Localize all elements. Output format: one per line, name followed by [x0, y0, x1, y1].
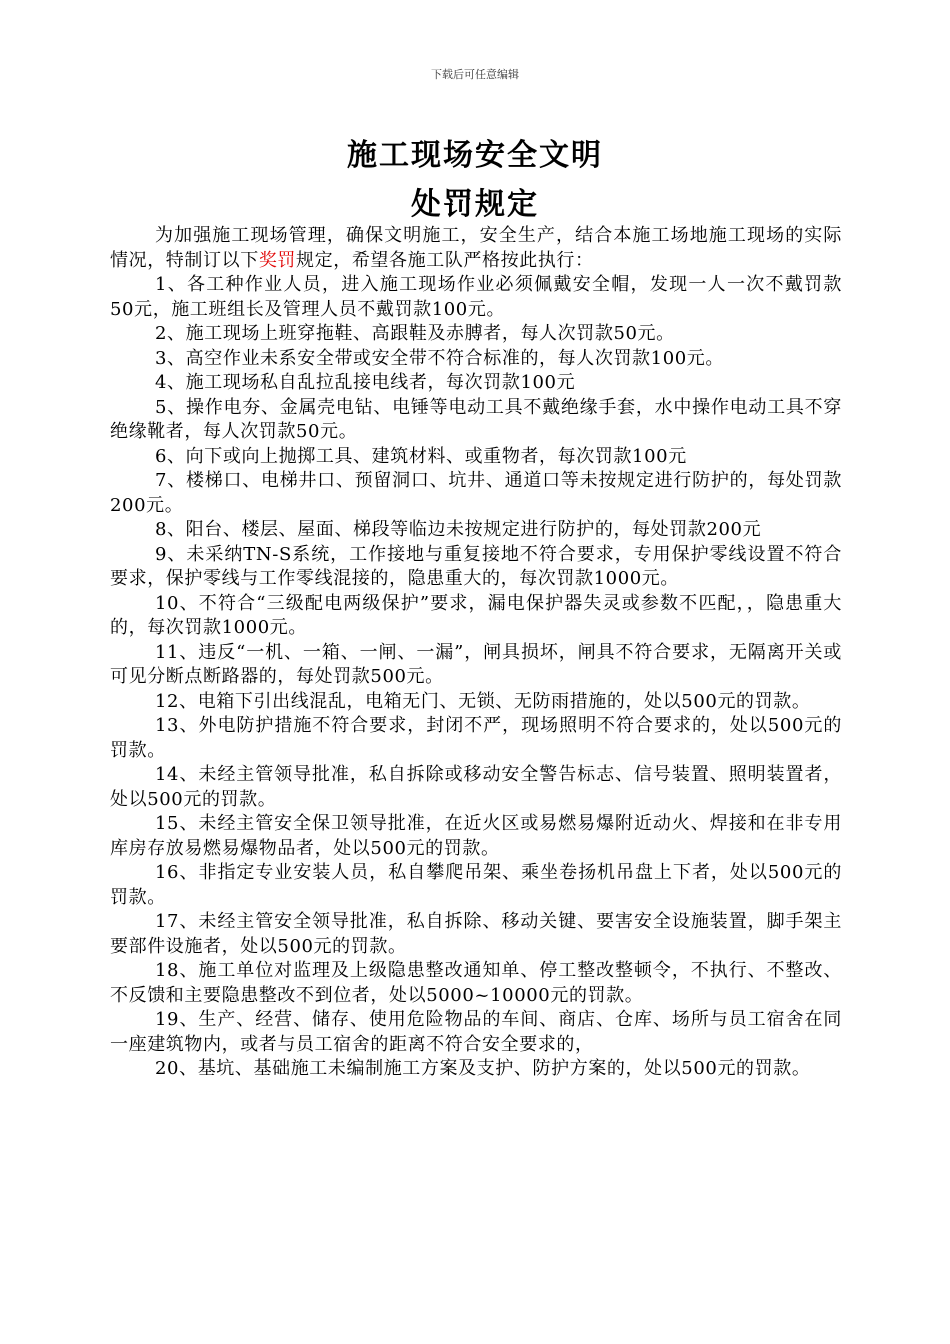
intro-text-after: 规定，希望各施工队严格按此执行： [296, 249, 594, 271]
rule-item-18: 18、施工单位对监理及上级隐患整改通知单、停工整改整顿令，不执行、不整改、不反馈和主要隐患整改不到位者，处以5000~10000元的罚款。 [110, 960, 842, 1006]
document-title: 施工现场安全文明 [347, 138, 603, 173]
rule-item-8: 8、阳台、楼层、屋面、梯段等临边未按规定进行防护的，每处罚款200元 [155, 519, 762, 540]
rule-item-10: 10、不符合“三级配电两级保护”要求，漏电保护器失灵或参数不匹配，，隐患重大的，每次罚款1000元。 [110, 592, 842, 638]
rule-item-9: 9、未采纳TN-S系统，工作接地与重复接地不符合要求，专用保护零线设置不符合要求，保护零线与工作零线混接的，隐患重大的，每次罚款1000元。 [110, 543, 842, 589]
rule-item-7: 7、楼梯口、电梯井口、预留洞口、坑井、通道口等未按规定进行防护的，每处罚款200元。 [110, 470, 842, 516]
rule-item-12: 12、电箱下引出线混乱，电箱无门、无锁、无防雨措施的，处以500元的罚款。 [155, 690, 811, 712]
header-note: 下载后可任意编辑 [431, 68, 519, 81]
rule-item-13: 13、外电防护措施不符合要求，封闭不严，现场照明不符合要求的，处以500元的罚款。 [110, 715, 842, 761]
document-subtitle: 处罚规定 [411, 187, 539, 222]
rule-item-3: 3、高空作业未系安全带或安全带不符合标准的，每人次罚款100元。 [155, 347, 725, 369]
intro-paragraph [110, 224, 842, 273]
rule-item-15: 15、未经主管安全保卫领导批准，在近火区或易燃易爆附近动火、焊接和在非专用库房存放易燃易爆物品者，处以500元的罚款。 [110, 813, 842, 859]
intro-text-before: 为加强施工现场管理，确保文明施工，安全生产，结合本施工场地施工现场的实际情况，特制订以下 [110, 225, 842, 271]
rule-item-14: 14、未经主管领导批准，私自拆除或移动安全警告标志、信号装置、照明装置者，处以500元的罚款。 [110, 764, 842, 810]
intro-highlight: 奖罚 [258, 249, 297, 271]
rule-item-11: 11、违反“一机、一箱、一闸、一漏”，闸具损坏，闸具不符合要求，无隔离开关或可见分断点断路器的，每处罚款500元。 [110, 641, 842, 687]
rule-item-19: 19、生产、经营、储存、使用危险物品的车间、商店、仓库、场所与员工宿舍在同一座建筑物内，或者与员工宿舍的距离不符合安全要求的， [110, 1009, 842, 1055]
rule-item-4: 4、施工现场私自乱拉乱接电线者，每次罚款100元 [155, 372, 576, 393]
rule-item-5: 5、操作电夯、金属壳电钻、电锤等电动工具不戴绝缘手套，水中操作电动工具不穿绝缘靴者，每人次罚款50元。 [110, 396, 842, 442]
rule-item-17: 17、未经主管安全领导批准，私自拆除、移动关键、要害安全设施装置，脚手架主要部件设施者，处以500元的罚款。 [110, 911, 842, 957]
rule-item-1: 1、各工种作业人员，进入施工现场作业必须佩戴安全帽，发现一人一次不戴罚款50元，施工班组长及管理人员不戴罚款100元。 [110, 274, 842, 320]
rule-item-16: 16、非指定专业安装人员，私自攀爬吊架、乘坐卷扬机吊盘上下者，处以500元的罚款。 [110, 862, 842, 908]
document-body [110, 224, 842, 1082]
rule-item-6: 6、向下或向上抛掷工具、建筑材料、或重物者，每次罚款100元 [155, 445, 687, 467]
rule-item-2: 2、施工现场上班穿拖鞋、高跟鞋及赤膊者，每人次罚款50元。 [155, 323, 675, 344]
rule-item-20: 20、基坑、基础施工未编制施工方案及支护、防护方案的，处以500元的罚款。 [155, 1058, 811, 1079]
